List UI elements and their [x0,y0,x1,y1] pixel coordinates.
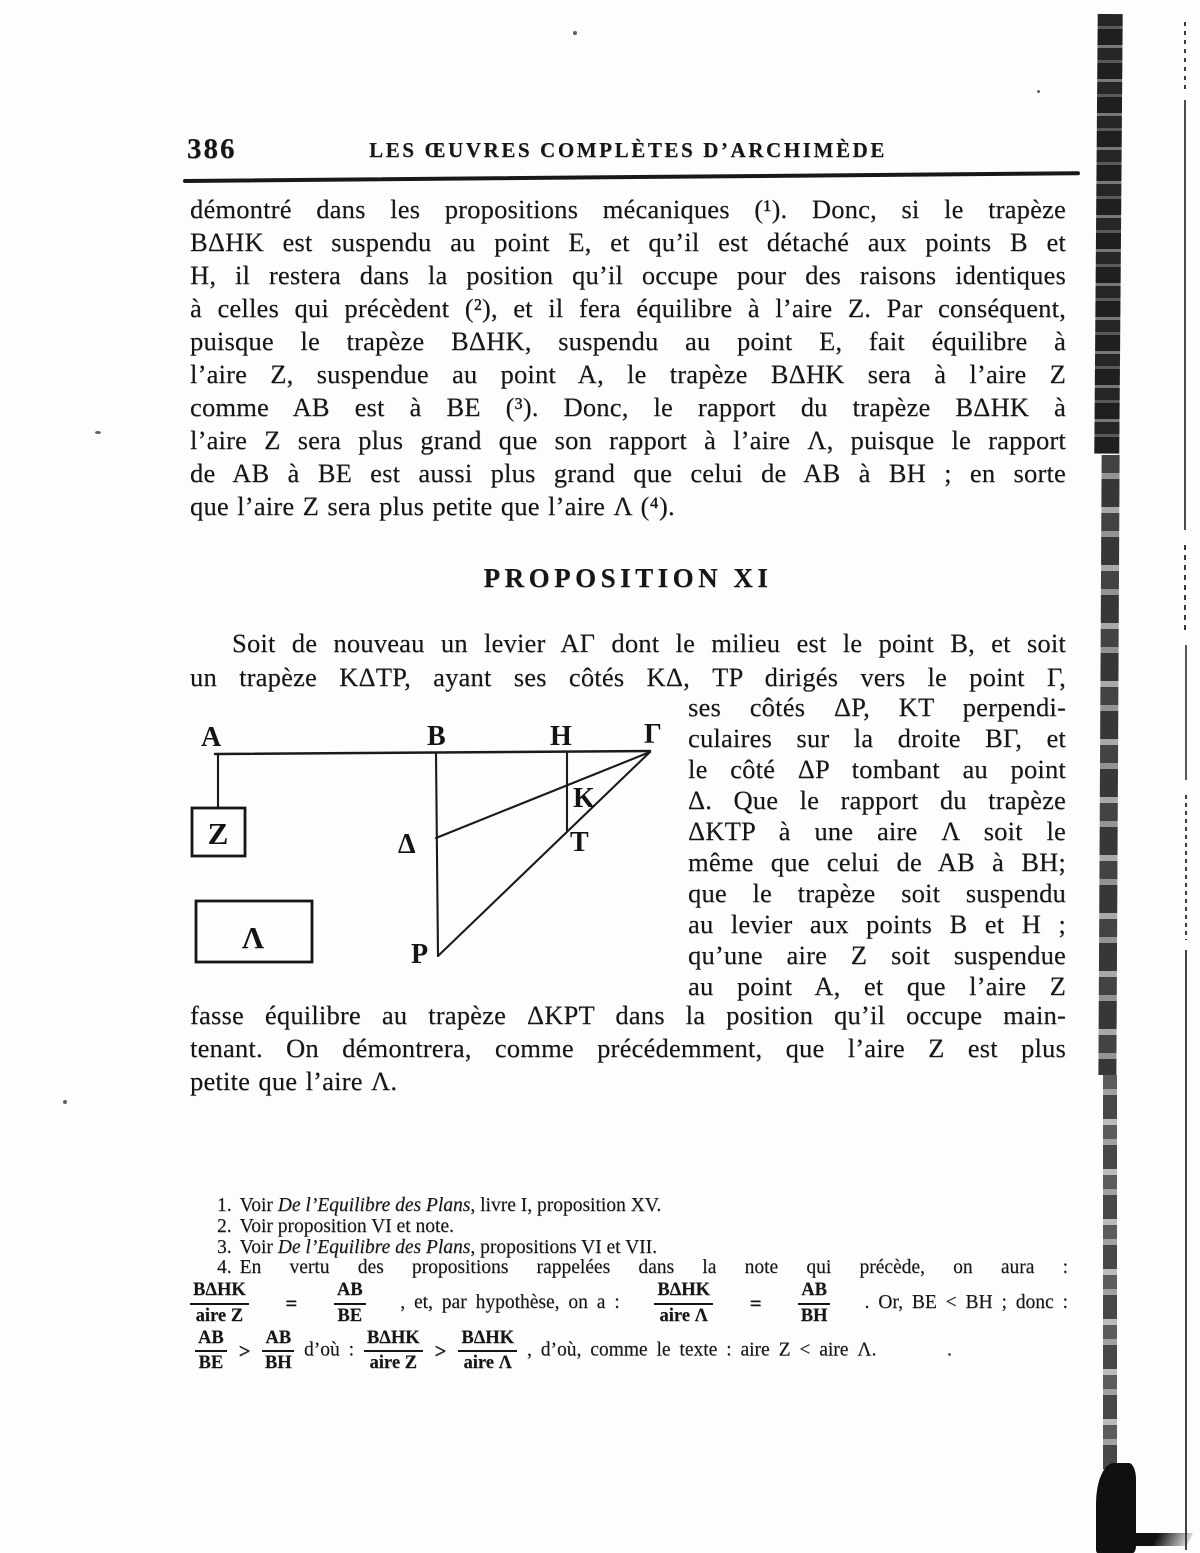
figure-canvas [185,715,685,985]
running-header-title: LES ŒUVRES COMPLÈTES D’ARCHIMÈDE [369,138,887,162]
paragraph-2-wrap-column [688,692,1066,1002]
text-line: culaires sur la droite BΓ, et [688,723,1066,753]
text-line: au point A, et que l’aire Z [688,971,1066,1001]
fraction-numerator: BΔHK [458,1328,517,1352]
fraction-BDHK-aireZ [364,1328,423,1374]
fraction-numerator: BΔHK [190,1280,249,1304]
fraction-denominator: aire Λ [463,1353,512,1374]
fraction-denominator: BE [198,1353,224,1374]
equation-1-tail-text: . Or, BE < BH ; donc : [864,1292,1068,1314]
paragraph-2-intro [190,627,1066,694]
figure-label-H: H [550,721,572,752]
fraction-numerator: AB [334,1280,366,1304]
text-line: que l’aire Z sera plus petite que l’aire Λ (⁴). [190,491,675,521]
text-line: tenant. On démontrera, comme précédemment, que l’aire Z est plus [190,1033,1066,1063]
paragraph-1 [190,193,1066,523]
text-line: même que celui de AB à BH; [688,847,1066,877]
figure-label-Z: Z [207,816,229,851]
line-Gamma-to-P [438,752,650,956]
scan-binding-band-lower [1103,1075,1117,1470]
footnote-3-text: Voir [239,1236,278,1258]
scan-edge-line [1184,545,1186,630]
lever-trapezoid-figure [185,715,685,985]
footnote-2-text: Voir proposition VI et note. [239,1215,454,1237]
footnote-equation-1 [190,1280,1068,1326]
text-line: comme AB est à BE (³). Donc, le rapport du trapèze BΔHK à [190,392,1066,422]
fraction-numerator: BΔHK [654,1280,713,1304]
text-line: puisque le trapèze BΔHK, suspendu au point E, fait équilibre à [190,326,1066,356]
footnote-1-text-end: , livre I, proposition XV. [470,1195,662,1216]
text-line: fasse équilibre au trapèze ΔKPT dans la position qu’il occupe main- [190,1000,1066,1030]
scan-edge-line [1184,100,1186,530]
ink-speck [63,1100,67,1104]
figure-label-Gamma: Γ [644,719,662,750]
figure-label-P: P [411,939,429,970]
footnote-4-number: 4. [217,1257,232,1279]
fraction-AB-BH [262,1328,294,1374]
text-line: petite que l’aire Λ. [190,1066,398,1096]
footnote-2 [190,1217,1068,1238]
figure-label-T: T [570,827,589,858]
fraction-BDHK-aireLambda [654,1280,713,1326]
scan-edge-line [1185,645,1187,780]
figure-label-K: K [573,783,595,814]
line-Gamma-to-Delta [436,752,650,838]
text-line: à celles qui précèdent (²), et il fera équilibre à l’aire Z. Par conséquent, [190,293,1066,323]
text-line: H, il restera dans la position qu’il occupe pour des raisons identiques [190,260,1066,290]
fraction-BDHK-aireZ [190,1280,249,1326]
footnote-1-number: 1. [217,1195,232,1216]
ink-speck [573,31,577,35]
text-line: au levier aux points B et H ; [688,909,1066,939]
equation-2-middle-text: d’où : [304,1339,355,1361]
figure-label-A: A [201,722,222,753]
fraction-denominator: BE [337,1305,363,1326]
text-line: Δ. Que le rapport du trapèze [688,785,1066,815]
text-line: ΔKTP à une aire Λ soit le [688,816,1066,846]
equals-sign: = [749,1290,762,1315]
footnote-equation-2 [190,1327,1068,1373]
footnote-3-text-end: , propositions VI et VII. [470,1236,658,1258]
footnote-2-number: 2. [217,1215,232,1237]
equation-1-middle-text: , et, par hypothèse, on a : [400,1292,620,1314]
fraction-numerator: AB [798,1280,830,1304]
scan-edge-line [1184,22,1186,92]
figure-label-Lambda: Λ [241,920,265,955]
equals-sign: = [285,1290,298,1315]
text-line: démontré dans les propositions mécaniques (¹). Donc, si le trapèze [190,194,1066,224]
text-line: Soit de nouveau un levier AΓ dont le milieu est le point B, et soit [232,628,1066,658]
footnote-1-text: Voir [239,1195,278,1216]
equation-2-tail-text: , d’où, comme le texte : aire Z < aire Λ. [526,1339,877,1361]
fraction-AB-BE [195,1328,227,1374]
text-line: le côté ΔP tombant au point [688,754,1066,784]
ink-speck [1037,90,1040,93]
fraction-numerator: BΔHK [364,1328,423,1352]
text-line: un trapèze KΔTP, ayant ses côtés KΔ, TP dirigés vers le point Γ, [190,661,1066,692]
footnote-1 [190,1196,1068,1217]
fraction-numerator: AB [262,1328,294,1352]
scan-binding-band-middle [1098,455,1119,1075]
text-line: BΔHK est suspendu au point E, et qu’il est détaché aux points B et [190,227,1066,257]
greater-than-sign: > [434,1338,447,1363]
ink-speck [948,1353,951,1356]
scan-binding-band-top [1094,14,1122,454]
fraction-numerator: AB [195,1328,227,1352]
footnote-3-italic-title: De l’Equilibre des Plans [277,1236,471,1258]
ink-speck [95,431,101,434]
page-number: 386 [187,133,237,165]
text-line: qu’une aire Z soit suspendue [688,940,1066,970]
fraction-BDHK-aireLambda [458,1328,517,1374]
fraction-denominator: aire Z [195,1305,244,1326]
scan-smear-bottom [1109,1533,1194,1546]
text-line: de AB à BE est aussi plus grand que celui de AB à BH ; en sorte [190,458,1066,488]
footnote-3-number: 3. [217,1236,232,1258]
footnote-3 [190,1238,1068,1259]
text-line: ses côtés ΔP, KT perpendi- [688,692,1066,722]
fraction-denominator: BH [264,1353,292,1374]
paragraph-2-outro [190,999,1066,1098]
scan-edge-line [1185,950,1187,1550]
header-rule [183,171,1080,183]
proposition-heading: PROPOSITION XI [483,563,773,593]
footnote-4 [190,1258,1068,1279]
figure-label-Delta: Δ [398,829,416,860]
text-line: l’aire Z sera plus grand que son rapport à l’aire Λ, puisque le rapport [190,425,1066,455]
footnotes [190,1196,1068,1373]
fraction-denominator: aire Λ [659,1305,708,1326]
fraction-AB-BE [334,1280,366,1326]
fraction-denominator: BH [800,1305,828,1326]
scan-edge-line [1185,795,1187,940]
fraction-denominator: aire Z [369,1353,417,1374]
figure-label-B: B [427,721,446,752]
footnote-4-text: En vertu des propositions rappelées dans la note qui précède, on aura : [239,1257,1068,1279]
text-line: que le trapèze soit suspendu [688,878,1066,908]
fraction-AB-BH [798,1280,830,1326]
footnote-1-italic-title: De l’Equilibre des Plans [277,1195,471,1216]
greater-than-sign: > [238,1338,251,1363]
text-line: l’aire Z, suspendue au point A, le trapèze BΔHK sera à l’aire Z [190,359,1066,389]
line-B-to-P [436,754,438,956]
